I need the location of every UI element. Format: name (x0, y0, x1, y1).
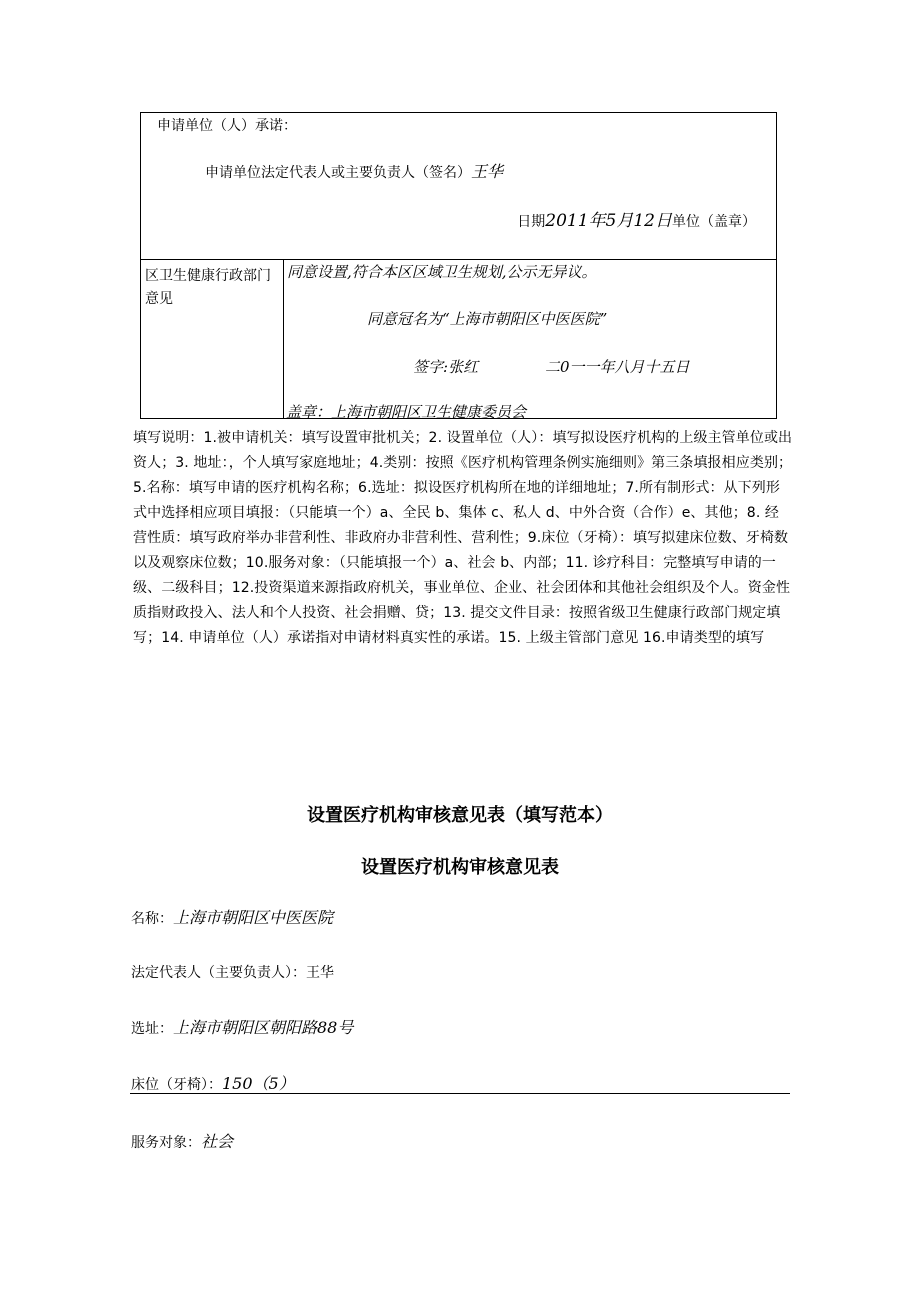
seal-label: 单位（盖章） (672, 214, 756, 230)
name-field (131, 905, 333, 928)
district-seal-name: 上海市朝阳区卫生健康委员会 (331, 403, 527, 419)
site-field (131, 1015, 353, 1038)
service-value: 社会 (201, 1132, 234, 1151)
opinion-line-2: 同意冠名为“上海市朝阳区中医医院” (367, 310, 608, 328)
date-line (517, 212, 756, 231)
divider-line (130, 1093, 790, 1094)
opinion-line-1: 同意设置,符合本区区域卫生规划,公示无异议。 (287, 263, 597, 281)
signature-label: 签字: (413, 358, 449, 376)
filling-instructions: 填写说明：1.被申请机关：填写设置审批机关；2. 设置单位（人）：填写拟设医疗机构的上级主管单位或出资人；3. 地址：，个人填写家庭地址；4.类别：按照《医疗机构管理条例实施细则》第三条填报相应类别；5.名称：填写申请的医疗机构名称；6.选址：拟设医疗机构所在地的详细地址；7.所有制形式：从下列形式中选择相应项目填报：（只能填一个）a、全民 b、集体 c、私人 d、中外合资（合作）e、其他；8. 经营性质：填写政府举办非营利性、非政府办非营利性、营利性；9.床位（牙椅）：填写拟建床位数、牙椅数以及观察床位数；10.服务对象：（只能填报一个）a、社会 b、内部；11. 诊疗科目：完整填写申请的一级、二级科目；12.投资渠道来源指政府机关，事业单位、企业、社会团体和其他社会组织及个人。资金性质指财政投入、法人和个人投资、社会捐赠、贷；13. 提交文件目录：按照省级卫生健康行政部门规定填写；14. 申请单位（人）承诺指对申请材料真实性的承诺。15. 上级主管部门意见 16.申请类型的填写 (133, 430, 793, 646)
representative-label: 申请单位法定代表人或主要负责人（签名） (205, 165, 471, 181)
district-opinion-row (141, 259, 776, 419)
representative-name: 王华 (471, 162, 504, 181)
page-title: 设置医疗机构审核意见表（填写范本） (307, 805, 613, 826)
site-value: 上海市朝阳区朝阳路88号 (173, 1018, 354, 1037)
representative-line (205, 163, 503, 182)
signature-name: 张红 (448, 358, 479, 376)
date-value: 2011年5月12日 (545, 211, 672, 231)
service-label: 服务对象： (131, 1135, 201, 1151)
site-label: 选址： (131, 1021, 173, 1037)
signature-line (413, 358, 478, 376)
name-value: 上海市朝阳区中医医院 (173, 908, 334, 927)
column-divider (283, 259, 284, 419)
date-label: 日期 (517, 214, 546, 230)
seal-line-clip (284, 401, 764, 419)
representative-field (131, 962, 334, 982)
commitment-row (141, 113, 776, 260)
form-subtitle: 设置医疗机构审核意见表 (361, 857, 559, 878)
form-representative-value: 王华 (306, 965, 334, 981)
name-label: 名称： (131, 911, 173, 927)
form-table (140, 112, 777, 419)
seal-line (286, 403, 526, 419)
district-seal-label: 盖章： (286, 403, 332, 419)
service-field (131, 1129, 233, 1152)
commitment-label: 申请单位（人）承诺： (157, 118, 297, 134)
beds-field (131, 1071, 295, 1094)
beds-label: 床位（牙椅）： (131, 1077, 222, 1093)
signature-date: 二0一一年八月十五日 (545, 358, 690, 376)
beds-value: 150（5） (222, 1074, 295, 1093)
district-opinion-label: 区卫生健康行政部门意见 (145, 268, 271, 307)
form-representative-label: 法定代表人（主要负责人）： (131, 965, 306, 981)
